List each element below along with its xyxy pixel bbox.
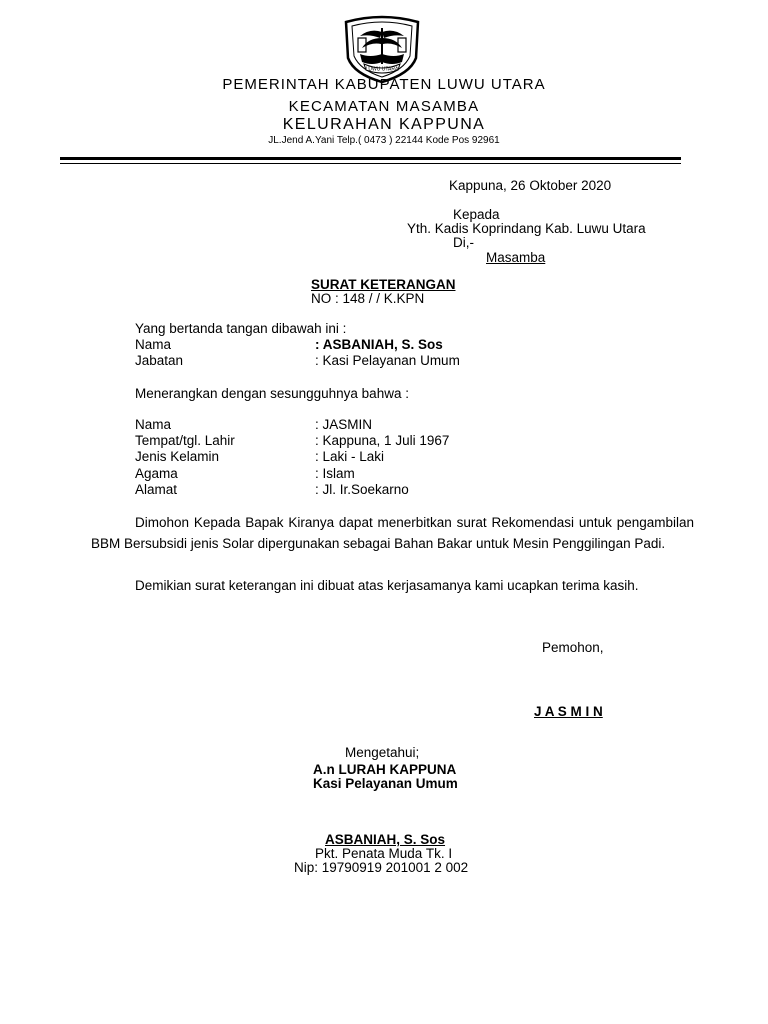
subject-value-name: : JASMIN	[315, 417, 373, 432]
approval-rank: Pkt. Penata Muda Tk. I	[315, 846, 453, 861]
approval-role-lurah: A.n LURAH KAPPUNA	[313, 762, 457, 777]
approval-name: ASBANIAH, S. Sos	[325, 832, 446, 847]
subject-label-gender: Jenis Kelamin	[135, 449, 220, 464]
approval-label: Mengetahui;	[345, 745, 420, 760]
signer-value-position: : Kasi Pelayanan Umum	[315, 353, 460, 368]
document-title: SURAT KETERANGAN	[311, 277, 456, 292]
approval-nip: Nip: 19790919 201001 2 002	[294, 860, 469, 875]
recipient-kepada: Kepada	[453, 207, 500, 222]
subject-value-birth: : Kappuna, 1 Juli 1967	[315, 433, 450, 448]
subject-label-name: Nama	[135, 417, 172, 432]
logo-text: LUWU UTARA	[365, 66, 399, 73]
date-line: Kappuna, 26 Oktober 2020	[449, 178, 612, 193]
header-address: JL.Jend A.Yani Telp.( 0473 ) 22144 Kode Pos 92961	[268, 135, 500, 146]
applicant-label: Pemohon,	[542, 640, 604, 655]
signer-label-position: Jabatan	[135, 353, 184, 368]
signer-label-name: Nama	[135, 337, 172, 352]
body-paragraph-closing: Demikian surat keterangan ini dibuat atas kerjasamanya kami ucapkan terima kasih.	[135, 578, 639, 593]
intro-text: Yang bertanda tangan dibawah ini :	[135, 321, 347, 336]
subject-label-religion: Agama	[135, 466, 178, 481]
header-divider-thin	[60, 163, 681, 164]
signer-value-name: : ASBANIAH, S. Sos	[315, 337, 443, 352]
regency-logo	[340, 14, 424, 84]
body-paragraph-request: Dimohon Kepada Bapak Kiranya dapat menerbitkan surat Rekomendasi untuk pengambilan BBM Bersubsidi jenis Solar dipergunakan sebagai Bahan Bakar untuk Mesin Penggilingan Padi.	[91, 515, 694, 551]
recipient-di: Di,-	[453, 235, 474, 250]
subject-value-gender: : Laki - Laki	[315, 449, 385, 464]
recipient-yth: Yth. Kadis Koprindang Kab. Luwu Utara	[407, 221, 646, 236]
header-village: KELURAHAN KAPPUNA	[282, 116, 486, 133]
statement-text: Menerangkan dengan sesungguhnya bahwa :	[135, 386, 409, 401]
header-district: KECAMATAN MASAMBA	[288, 98, 480, 115]
subject-value-religion: : Islam	[315, 466, 355, 481]
subject-label-birth: Tempat/tgl. Lahir	[135, 433, 235, 448]
subject-value-address: : Jl. Ir.Soekarno	[315, 482, 409, 497]
approval-role-kasi: Kasi Pelayanan Umum	[313, 776, 458, 791]
document-number: NO : 148 / / K.KPN	[311, 291, 425, 306]
subject-label-address: Alamat	[135, 482, 178, 497]
header-divider-thick	[60, 157, 681, 160]
recipient-city: Masamba	[486, 250, 546, 265]
applicant-name: J A S M I N	[534, 704, 603, 719]
header-government: PEMERINTAH KABUPATEN LUWU UTARA	[222, 76, 546, 93]
